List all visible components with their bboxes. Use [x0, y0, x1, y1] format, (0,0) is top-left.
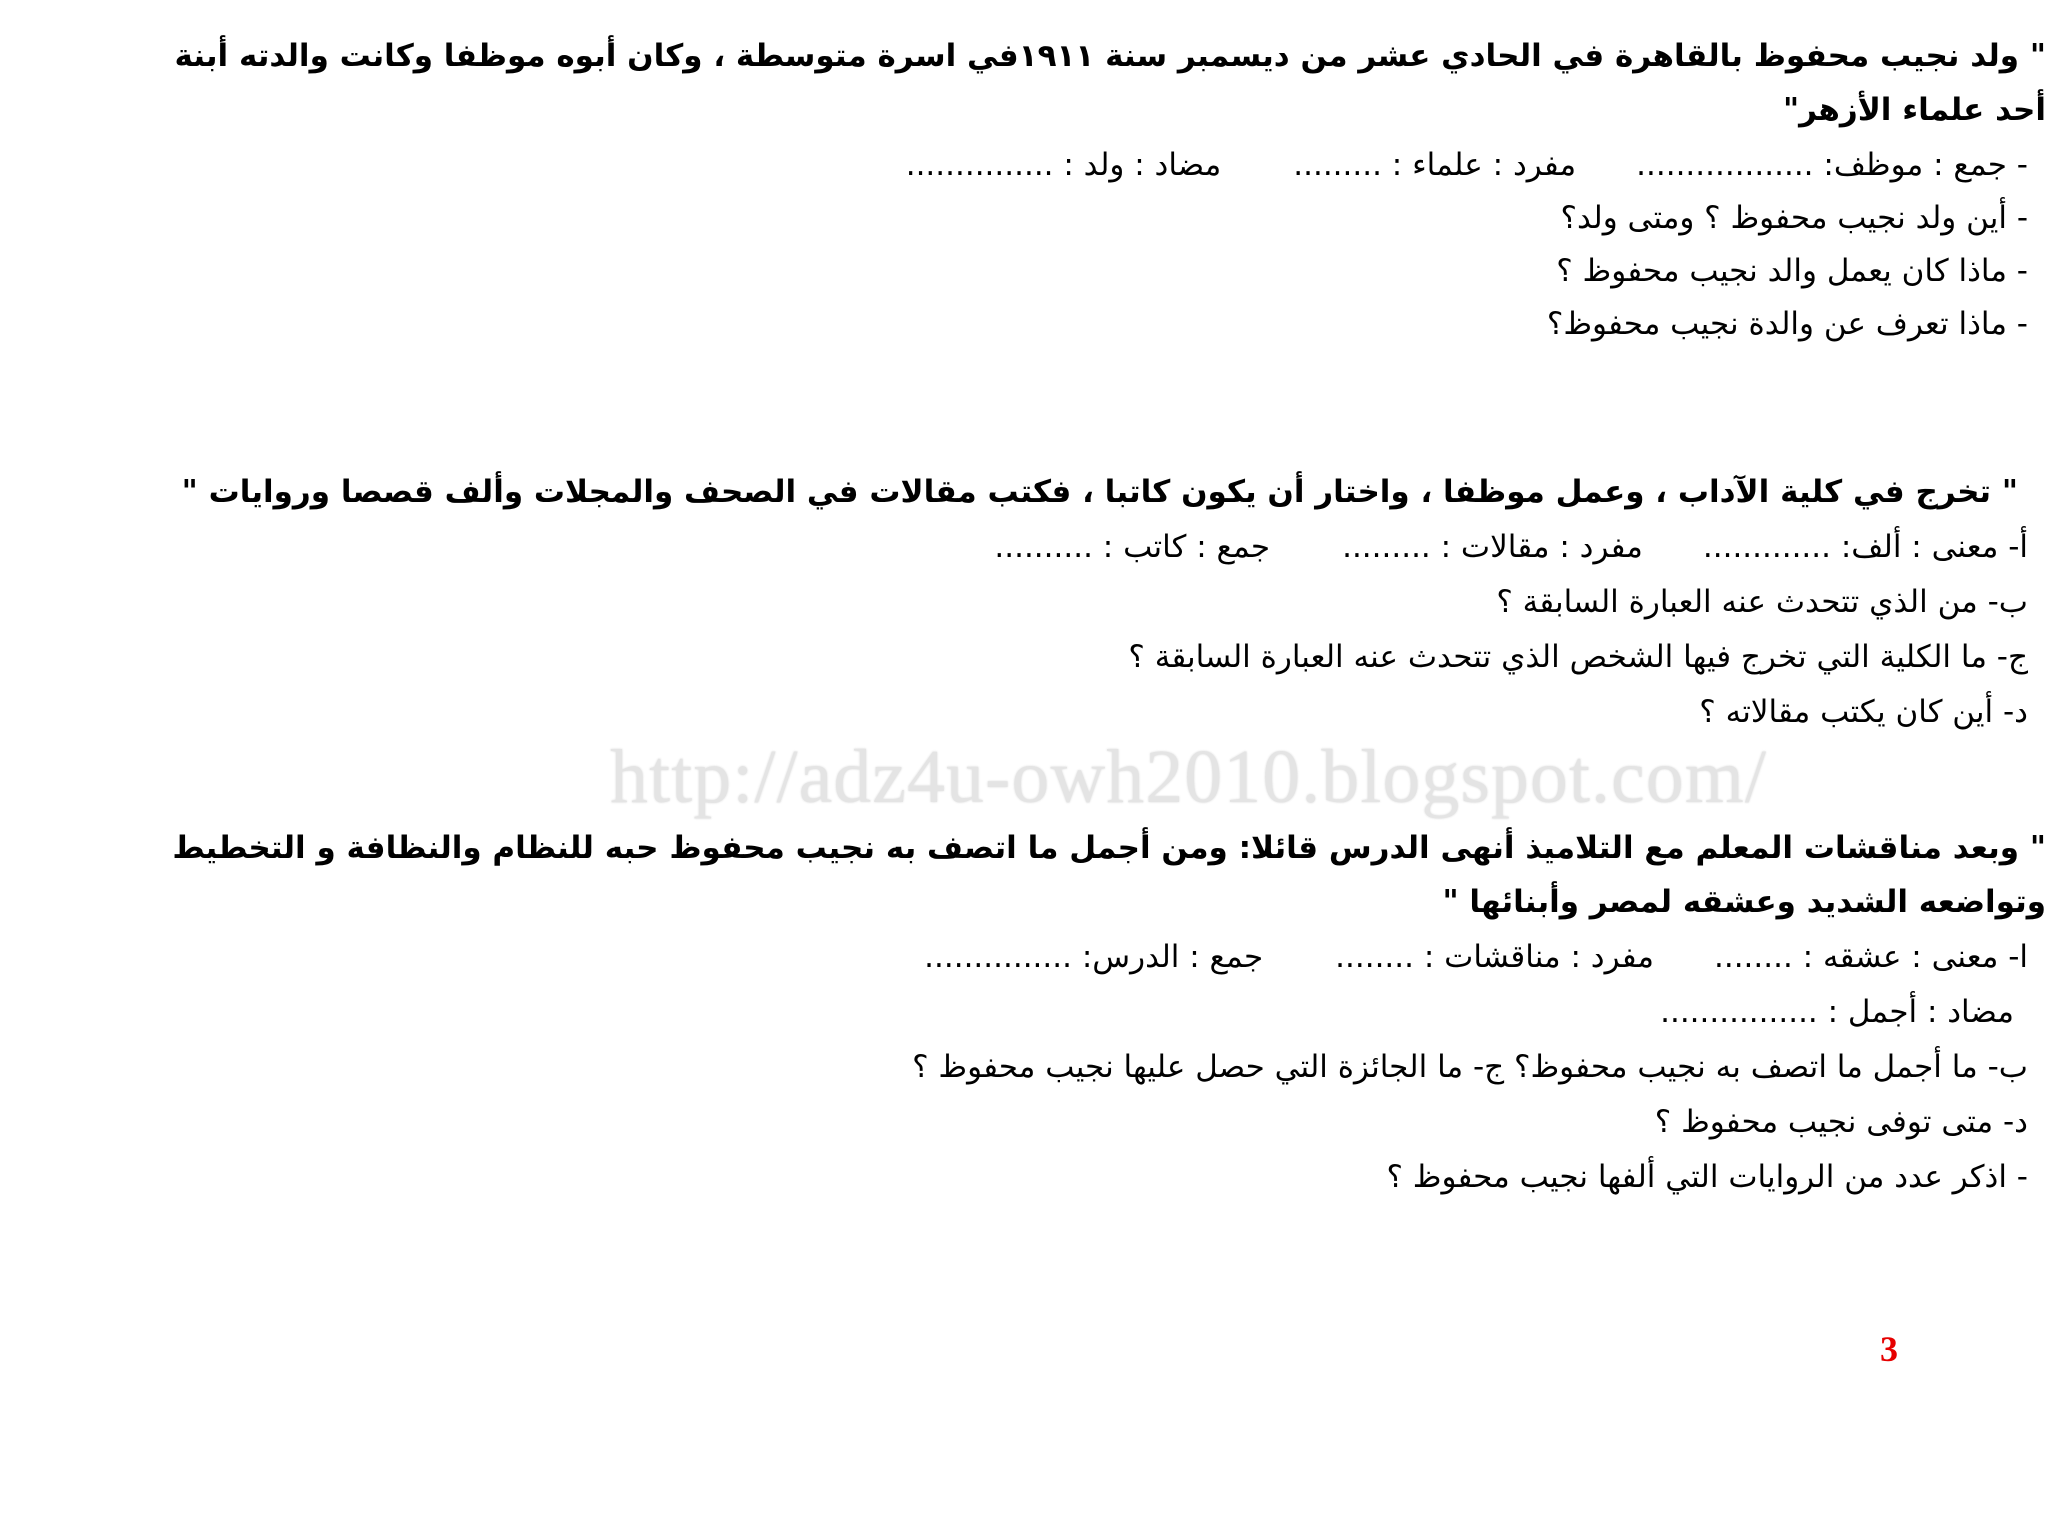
blog-url-watermark: http://adz4u-owh2010.blogspot.com/ [610, 735, 1768, 819]
section1-question-2: - ماذا كان يعمل والد نجيب محفوظ ؟ [1556, 253, 2028, 289]
section1-vocab-antonym: مضاد : ولد : ............... [905, 147, 1222, 183]
section2-vocab-singular: مفرد : مقالات : ......... [1342, 529, 1643, 565]
section1-question-1: - أين ولد نجيب محفوظ ؟ ومتى ولد؟ [1560, 200, 2028, 236]
section1-passage-line1: " ولد نجيب محفوظ بالقاهرة في الحادي عشر من ديسمبر سنة ١٩١١في اسرة متوسطة ، وكان أبوه موظفا وكانت والدته أبنة [174, 38, 2046, 74]
section2-vocab-row [994, 525, 2028, 569]
section1-vocab-singular: مفرد : علماء : ......... [1293, 147, 1577, 183]
section3-vocab-meaning: ا- معنى : عشقه : ........ [1714, 939, 2028, 975]
section3-question-d: د- متى توفى نجيب محفوظ ؟ [1654, 1104, 2028, 1140]
section2-question-b: ب- من الذي تتحدث عنه العبارة السابقة ؟ [1496, 584, 2028, 620]
section3-vocab-antonym: مضاد : أجمل : ................ [1660, 994, 2014, 1030]
section2-question-c: ج- ما الكلية التي تخرج فيها الشخص الذي تتحدث عنه العبارة السابقة ؟ [1128, 639, 2028, 675]
section3-question-b-c: ب- ما أجمل ما اتصف به نجيب محفوظ؟ ج- ما الجائزة التي حصل عليها نجيب محفوظ ؟ [912, 1049, 2028, 1085]
page-number: 3 [1880, 1329, 1898, 1369]
section2-question-d: د- أين كان يكتب مقالاته ؟ [1699, 694, 2028, 730]
section3-question-list-novels: - اذكر عدد من الروايات التي ألفها نجيب محفوظ ؟ [1386, 1159, 2028, 1195]
section3-passage-line1: " وبعد مناقشات المعلم مع التلاميذ أنهى الدرس قائلا: ومن أجمل ما اتصف به نجيب محفوظ حبه للنظام والنظافة و التخطيط [172, 830, 2046, 866]
section3-vocab-row [924, 935, 2028, 979]
section2-vocab-plural: جمع : كاتب : .......... [994, 529, 1271, 565]
section1-vocab-plural: - جمع : موظف: .................. [1636, 147, 2028, 183]
section1-vocab-row [906, 143, 2028, 187]
section1-passage-line2: أحد علماء الأزهر" [1782, 92, 2046, 128]
section3-passage-line2: وتواضعه الشديد وعشقه لمصر وأبنائها " [1442, 884, 2046, 920]
section1-question-3: - ماذا تعرف عن والدة نجيب محفوظ؟ [1546, 306, 2028, 342]
section2-passage-line1: " تخرج في كلية الآداب ، وعمل موظفا ، واختار أن يكون كاتبا ، فكتب مقالات في الصحف والمجلات وألف قصصا وروايات " [181, 474, 2018, 510]
section3-vocab-singular: مفرد : مناقشات : ........ [1335, 939, 1654, 975]
section3-vocab-plural: جمع : الدرس: ............... [924, 939, 1264, 975]
section2-vocab-meaning: أ- معنى : ألف: ............. [1702, 529, 2028, 565]
